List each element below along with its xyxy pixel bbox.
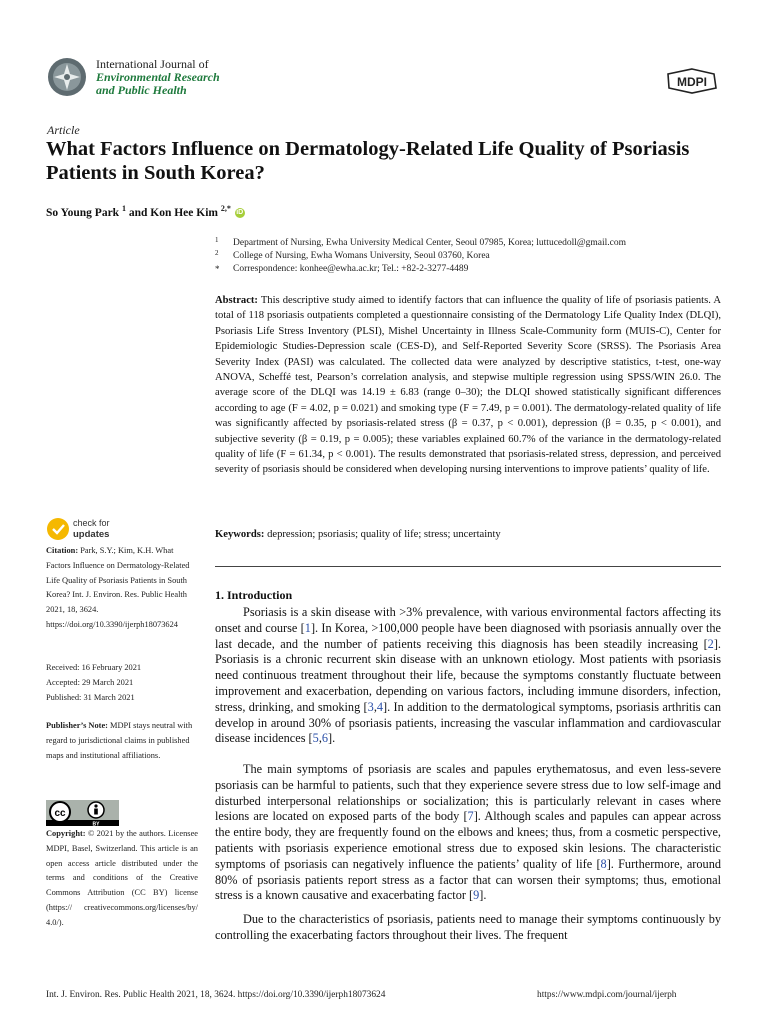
citation-link[interactable]: 6 — [321, 731, 329, 746]
copyright-label: Copyright: — [46, 829, 86, 838]
received-date: Received: 16 February 2021 — [46, 663, 142, 672]
copyright-block — [46, 827, 198, 931]
affiliation-text: Department of Nursing, Ewha University Medical Center, Seoul 07985, Korea; luttucedoll@gmail.com — [233, 238, 627, 248]
footer-journal-link[interactable]: https://www.mdpi.com/journal/ijerph — [537, 990, 677, 1000]
publisher-note — [46, 719, 198, 763]
paragraph-text: The main symptoms of psoriasis are scales and papules erythematosus, and even less-severe psoriasis can be harmful to patients, such that they experience severe stress due to low self-image and disturbed interpersonal relationships or socialization; this is particularly relevant in cases where lesions are located on exposed parts of the body [ — [215, 762, 721, 824]
paragraph-text: ]. — [479, 888, 487, 903]
body-paragraph — [215, 762, 721, 904]
abstract-label: Abstract: — [215, 295, 258, 306]
journal-name-line3: and Public Health — [96, 83, 187, 97]
abstract — [215, 293, 721, 478]
section-heading: 1. Introduction — [215, 588, 293, 602]
journal-name-line2: Environmental Research — [96, 70, 220, 84]
keywords — [215, 529, 721, 540]
paragraph-text: ]. In addition to the dermatological symptoms, psoriasis arthritis can develop in around 30% of psoriasis patients, increasing the vascular inflammation and cardiovascular disease incidences [ — [215, 699, 721, 746]
body-paragraph: Due to the characteristics of psoriasis, patients need to manage their symptoms continuously by controlling the exacerbating factors throughout their lives. The frequent — [215, 912, 721, 942]
footer-citation: Int. J. Environ. Res. Public Health 2021, 18, 3624. https://doi.org/10.3390/ijerph18073624 — [46, 990, 386, 1000]
author-list — [46, 204, 245, 219]
orcid-icon[interactable]: iD — [236, 208, 244, 216]
paragraph-text: ]. Furthermore, around 80% of psoriasis patients report stress as a factor that can worsen their symptoms; thus, emotional stress is a known causative and exacerbating factor [ — [215, 856, 721, 903]
citation-block — [46, 544, 198, 633]
mdpi-logo-icon — [666, 68, 718, 94]
citation-link[interactable]: 9 — [473, 888, 480, 903]
author-name[interactable]: So Young Park — [46, 206, 120, 219]
paragraph-text: ]. Psoriasis is a chronic recurrent skin disease with an unknown etiology. Most patients with psoriasis need continuous treatment throughout their life, because the symptoms constantly fluctuate between improvement and exacerbation, depending on various factors, including immune disorders, infection, stress, drinking, and smoking [ — [215, 636, 721, 714]
citation-link[interactable]: 5 — [312, 731, 319, 746]
body-paragraph — [215, 605, 721, 747]
citation-label: Citation: — [46, 546, 79, 555]
article-title: What Factors Influence on Dermatology-Related Life Quality of Psoriasis Patients in South Korea? — [46, 138, 690, 184]
published-date: Published: 31 March 2021 — [46, 692, 135, 702]
paragraph-text: , — [318, 731, 322, 746]
keywords-label: Keywords: — [215, 529, 265, 540]
affiliation-text: College of Nursing, Ewha Womans University, Seoul 03760, Korea — [233, 251, 490, 261]
article-type: Article — [47, 123, 80, 137]
citation-link[interactable]: 3 — [367, 699, 374, 714]
paragraph-text: ]. — [328, 731, 336, 746]
keywords-text: depression; psoriasis; quality of life; stress; uncertainty — [267, 529, 501, 540]
accepted-date: Accepted: 29 March 2021 — [46, 677, 134, 687]
citation-link[interactable]: 8 — [600, 856, 607, 871]
copyright-text: © 2021 by the authors. Licensee MDPI, Basel, Switzerland. This article is an open access article distributed under the terms and conditions of the Creative Commons Attribution (CC BY) license (https:// creativecommons.org/licenses/by/ 4.0/). — [46, 829, 198, 927]
cc-by-license-badge[interactable] — [46, 800, 119, 826]
mdpi-logo-text: MDPI — [677, 75, 707, 89]
author-affiliation-marker: 2,* — [220, 204, 231, 213]
cc-by-label: BY — [92, 821, 100, 826]
affiliation-number: 1 — [215, 236, 219, 244]
dates-block — [46, 661, 198, 705]
citation-link[interactable]: 2 — [707, 636, 714, 651]
attribution-icon — [94, 804, 97, 807]
journal-logo-icon — [46, 56, 88, 98]
check-updates-line1: check for — [73, 518, 110, 528]
author-name[interactable]: Kon Hee Kim — [150, 206, 218, 219]
paragraph-text: ]. Although scales and papules can appear across the entire body, they are frequently found on the elbows and knees; thus, from a cosmetic perspective, patients with psoriasis experience emotional stress due to exposed skin lesions. The characteristic symptoms of psoriasis can negatively influence the patients’ quality of life [ — [215, 809, 721, 871]
check-updates-line2: updates — [73, 529, 110, 540]
abstract-text: This descriptive study aimed to identify factors that can influence the quality of life of psoriasis patients. A total of 118 psoriasis outpatients completed a questionnaire consisting of the Dermatology Life Quality Index (DLQI), Psoriasis Life Stress Inventory (PLSI), Mishel Uncertainty in Illness Scale-Community form (MUIS-C), Center for Epidemiologic Studies-Depression scale (CES-D), and Self-Reported Severity Score (SRSS). The Psoriasis Area Severity Index (PASI) was calculated. The collected data were analyzed by descriptive statistics, t-test, one-way ANOVA, Scheffé test, Pearson’s correlation analysis, and stepwise multiple regression using SPSS/WIN 26.0. The average score of the DLQI was 14.19 ± 6.83 (range 0–30); the DLQI showed statistically significant differences according to age (F = 4.02, p = 0.021) and smoking type (F = 7.49, p = 0.001). The dermatology-related quality of life was significantly affected by psoriasis-related stress (β = 0.37, p < 0.001), depression (β = 0.35, p < 0.001), and subjective severity (β = 0.19, p = 0.005); these variables explained 60.7% of the variance in the dermatology-related quality of life (F = 61.34, p < 0.001). The results demonstrated that psoriasis-related stress, depression, and perceived severity of psoriasis should be considered when developing nursing interventions to improve patients’ quality of life. — [215, 295, 721, 476]
journal-name-line1: International Journal of — [96, 57, 209, 71]
author-join: and — [128, 206, 148, 219]
citation-text[interactable]: Park, S.Y.; Kim, K.H. What Factors Influence on Dermatology-Related Life Quality of Psoriasis Patients in South Korea? Int. J. Environ. Res. Public Health 2021, 18, 3624. https://doi.org/10.3390/ijerph18073624 — [46, 546, 190, 629]
citation-link[interactable]: 7 — [467, 809, 474, 824]
paragraph-text: ]. In Korea, >100,000 people have been diagnosed with psoriasis annually over the last decade, and the number of patients receiving this diagnosis has been steadily increasing [ — [215, 620, 722, 651]
cc-icon: cc — [54, 808, 66, 819]
check-for-updates-button[interactable] — [46, 516, 146, 542]
section-divider — [215, 566, 721, 567]
citation-link[interactable]: 4 — [376, 699, 384, 714]
paragraph-text: Psoriasis is a skin disease with >3% prevalence, with various environmental factors affecting its onset and course [ — [215, 605, 721, 635]
paragraph-text: , — [373, 699, 377, 714]
correspondence-marker: * — [215, 264, 220, 274]
citation-link[interactable]: 1 — [304, 620, 311, 635]
correspondence-text: Correspondence: konhee@ewha.ac.kr; Tel.: +82-2-3277-4489 — [233, 264, 469, 274]
journal-name — [96, 71, 220, 97]
publisher-note-label: Publisher’s Note: — [46, 721, 108, 730]
affiliation-number: 2 — [215, 249, 219, 257]
author-affiliation-marker: 1 — [121, 204, 126, 213]
publisher-note-text: MDPI stays neutral with regard to jurisdictional claims in published maps and institutional affiliations. — [46, 721, 193, 760]
